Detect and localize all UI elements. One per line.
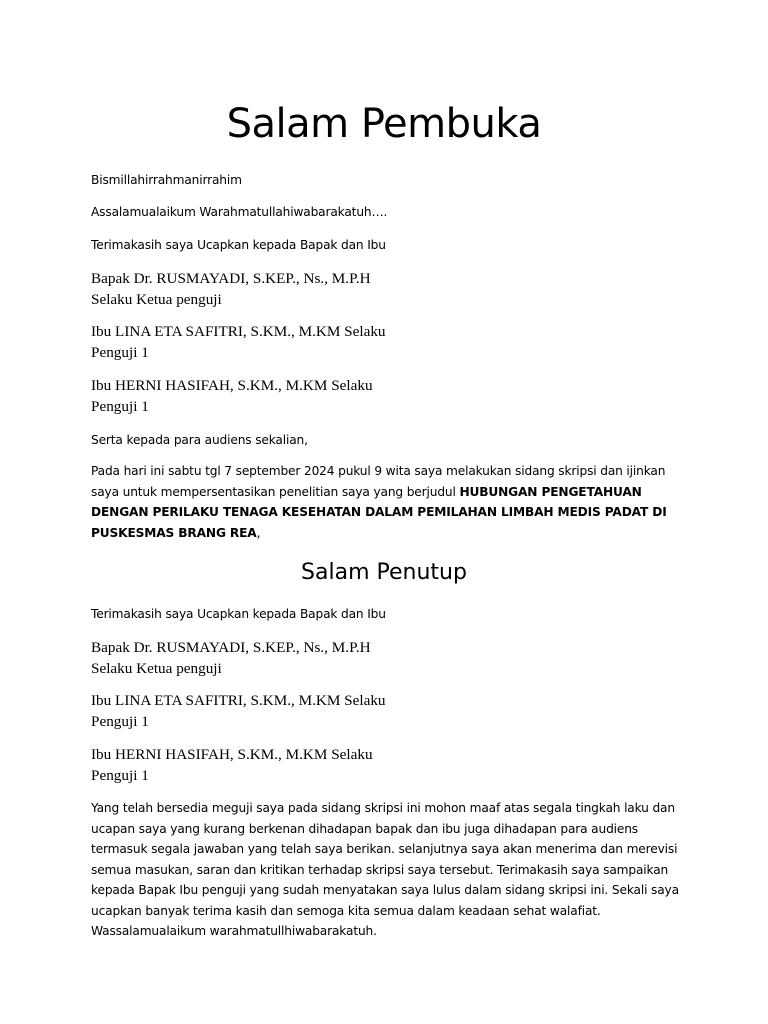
intro-paragraph: [91, 461, 691, 543]
examiner-role: Penguji 1: [91, 766, 149, 784]
opening-thanks-text: Terimakasih saya Ucapkan kepada Bapak dan Ibu: [91, 238, 386, 252]
greeting-text: Assalamualaikum Warahmatullahiwabarakatuh….: [91, 205, 388, 219]
examiner-name: Ibu LINA ETA SAFITRI, S.KM., M.KM Selaku: [91, 323, 386, 340]
examiner-name: Bapak Dr. RUSMAYADI, S.KEP., Ns., M.P.H: [91, 270, 371, 287]
opening-title: Salam Pembuka: [226, 101, 542, 147]
examiner-name: Bapak Dr. RUSMAYADI, S.KEP., Ns., M.P.H: [91, 639, 371, 656]
intro-end: ,: [256, 525, 261, 540]
examiner-role: Penguji 1: [91, 343, 149, 361]
closing-thanks-text: Terimakasih saya Ucapkan kepada Bapak dan Ibu: [91, 607, 386, 621]
examiner-name: Ibu LINA ETA SAFITRI, S.KM., M.KM Selaku: [91, 692, 386, 709]
thesis-title: HUBUNGAN PENGETAHUAN DENGAN PERILAKU TENAGA KESEHATAN DALAM PEMILAHAN LIMBAH MEDIS PADAT DI PUSKESMAS BRANG REA: [91, 484, 667, 540]
examiner-role: Penguji 1: [91, 397, 149, 415]
closing-title: Salam Penutup: [301, 560, 467, 585]
opening-examiner-3: [91, 376, 421, 417]
examiner-name: Ibu HERNI HASIFAH, S.KM., M.KM Selaku: [91, 377, 373, 394]
intro-text: Pada hari ini sabtu tgl 7 september 2024 pukul 9 wita saya melakukan sidang skripsi dan ijinkan saya untuk mempersentasikan penelitian saya yang berjudul: [91, 464, 666, 499]
closing-paragraph: Yang telah bersedia meguji saya pada sidang skripsi ini mohon maaf atas segala tingkah laku dan ucapan saya yang kurang berkenan dihadapan bapak dan ibu juga dihadapan para audiens termasuk segala jawaban yang telah saya berikan. selanjutnya saya akan menerima dan merevisi semua masukan, saran dan kritikan terhadap skripsi saya tersebut. Terimakasih saya sampaikan kepada Bapak Ibu penguji yang sudah menyatakan saya lulus dalam sidang skripsi ini. Sekali saya ucapkan banyak terima kasih dan semoga kita semua dalam keadaan sehat walafiat. Wassalamualaikum warahmatullhiwabarakatuh.: [91, 801, 679, 938]
examiner-name: Ibu HERNI HASIFAH, S.KM., M.KM Selaku: [91, 746, 373, 763]
opening-examiner-2: [91, 322, 421, 363]
closing-examiner-1: [91, 638, 421, 679]
examiner-role: Penguji 1: [91, 712, 149, 730]
examiner-role: Selaku Ketua penguji: [91, 290, 222, 308]
audience-text: Serta kepada para audiens sekalian,: [91, 433, 308, 447]
bismillah-text: Bismillahirrahmanirrahim: [91, 173, 242, 187]
closing-examiner-3: [91, 745, 421, 786]
opening-examiner-1: [91, 269, 421, 310]
closing-examiner-2: [91, 691, 421, 732]
examiner-role: Selaku Ketua penguji: [91, 659, 222, 677]
